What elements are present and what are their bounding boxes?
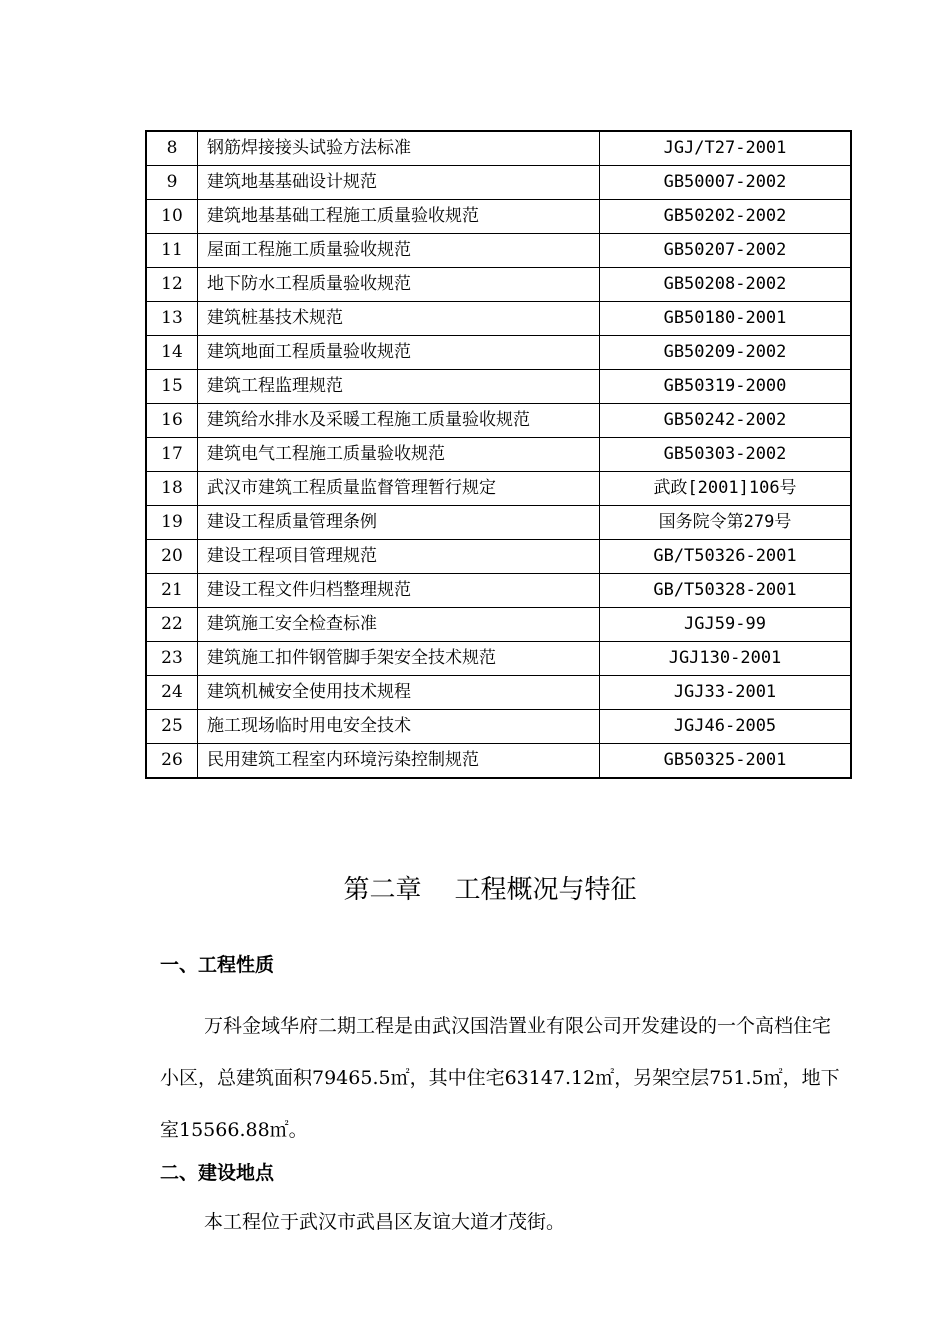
standard-code: GB50303-2002 [600,438,852,472]
table-row [146,540,851,574]
section-body-nature [160,1000,840,1156]
paragraph-location: 本工程位于武汉市武昌区友谊大道才茂街。 [204,1211,566,1233]
standard-name: 民用建筑工程室内环境污染控制规范 [198,744,600,779]
table-row [146,268,851,302]
standard-name: 建设工程文件归档整理规范 [198,574,600,608]
standard-name: 建筑工程监理规范 [198,370,600,404]
standard-code: JGJ/T27-2001 [600,131,852,166]
row-number: 25 [146,710,198,744]
standard-code: GB50007-2002 [600,166,852,200]
row-number: 12 [146,268,198,302]
standard-code: 国务院令第279号 [600,506,852,540]
row-number: 15 [146,370,198,404]
row-number: 11 [146,234,198,268]
row-number: 10 [146,200,198,234]
standard-code: GB/T50326-2001 [600,540,852,574]
standard-name: 建筑地面工程质量验收规范 [198,336,600,370]
standard-code: GB50209-2002 [600,336,852,370]
row-number: 20 [146,540,198,574]
section-heading-location: 二、建设地点 [160,1162,275,1184]
standards-table-body [146,131,851,778]
table-row [146,336,851,370]
row-number: 22 [146,608,198,642]
standard-name: 屋面工程施工质量验收规范 [198,234,600,268]
table-row [146,166,851,200]
standard-name: 建筑给水排水及采暖工程施工质量验收规范 [198,404,600,438]
standard-name: 建筑地基基础工程施工质量验收规范 [198,200,600,234]
row-number: 17 [146,438,198,472]
section-heading-nature: 一、工程性质 [160,954,275,976]
row-number: 16 [146,404,198,438]
standard-code: GB/T50328-2001 [600,574,852,608]
standard-code: GB50202-2002 [600,200,852,234]
standard-name: 施工现场临时用电安全技术 [198,710,600,744]
table-row [146,131,851,166]
table-row [146,472,851,506]
row-number: 21 [146,574,198,608]
standard-code: GB50325-2001 [600,744,852,779]
table-row [146,608,851,642]
standard-code: GB50207-2002 [600,234,852,268]
table-row [146,710,851,744]
row-number: 8 [146,131,198,166]
standard-code: JGJ130-2001 [600,642,852,676]
standard-code: GB50208-2002 [600,268,852,302]
table-row [146,200,851,234]
row-number: 26 [146,744,198,779]
table-row [146,642,851,676]
row-number: 14 [146,336,198,370]
row-number: 18 [146,472,198,506]
standard-code: GB50180-2001 [600,302,852,336]
table-row [146,506,851,540]
row-number: 13 [146,302,198,336]
standard-code: 武政[2001]106号 [600,472,852,506]
table-row [146,234,851,268]
table-row [146,438,851,472]
standard-code: JGJ33-2001 [600,676,852,710]
standard-name: 武汉市建筑工程质量监督管理暂行规定 [198,472,600,506]
table-row [146,744,851,779]
table-row [146,302,851,336]
standard-name: 建筑地基基础设计规范 [198,166,600,200]
standard-code: GB50319-2000 [600,370,852,404]
chapter-title: 第二章 工程概况与特征 [343,875,637,905]
standard-name: 钢筋焊接接头试验方法标准 [198,131,600,166]
standard-code: JGJ46-2005 [600,710,852,744]
standard-name: 建筑桩基技术规范 [198,302,600,336]
standard-code: GB50242-2002 [600,404,852,438]
standard-name: 地下防水工程质量验收规范 [198,268,600,302]
row-number: 9 [146,166,198,200]
standard-name: 建设工程质量管理条例 [198,506,600,540]
standard-name: 建设工程项目管理规范 [198,540,600,574]
paragraph-nature: 万科金域华府二期工程是由武汉国浩置业有限公司开发建设的一个高档住宅小区，总建筑面积79465.5㎡，其中住宅63147.12㎡，另架空层751.5㎡，地下室15566.88㎡。 [160,1015,840,1141]
table-row [146,404,851,438]
standard-name: 建筑电气工程施工质量验收规范 [198,438,600,472]
section-body-location [160,1196,840,1248]
table-row [146,676,851,710]
table-row [146,370,851,404]
row-number: 23 [146,642,198,676]
standard-code: JGJ59-99 [600,608,852,642]
standard-name: 建筑机械安全使用技术规程 [198,676,600,710]
row-number: 24 [146,676,198,710]
row-number: 19 [146,506,198,540]
standards-table [145,130,852,779]
standard-name: 建筑施工安全检查标准 [198,608,600,642]
table-row [146,574,851,608]
standard-name: 建筑施工扣件钢管脚手架安全技术规范 [198,642,600,676]
